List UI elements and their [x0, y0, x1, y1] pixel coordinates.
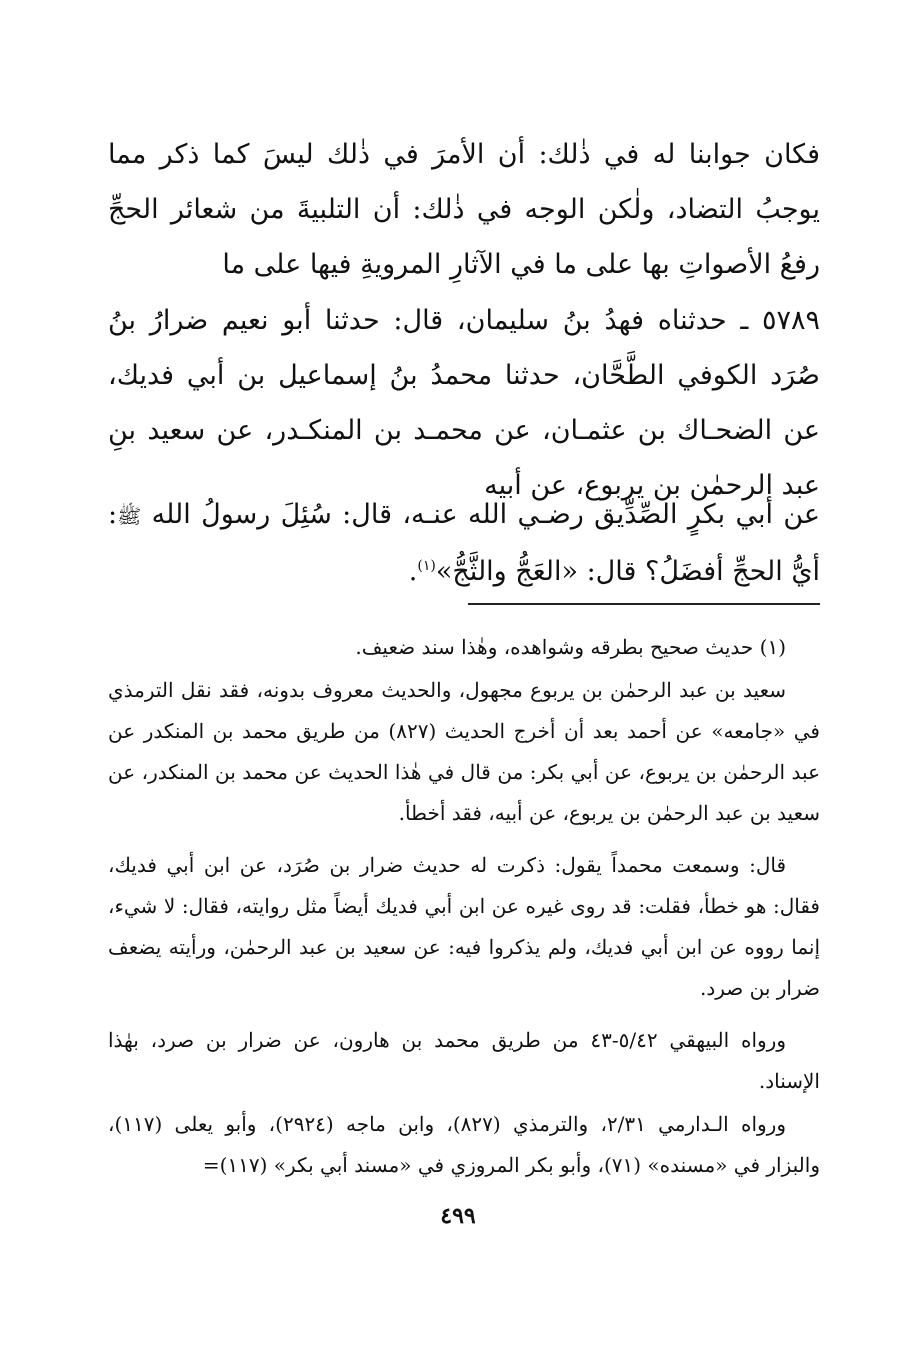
body-paragraph-2 [108, 293, 820, 513]
paragraph-text: فكان جوابنا له في ذٰلك: أن الأمرَ في ذٰلك ليسَ كما ذكر مما يوجبُ التضاد، ولٰكن الوجه في ذٰلك: أن التلبيةَ من شعائر الحجِّ رفعُ الأصواتِ بها على ما في الآثارِ المرويةِ فيها على ما [108, 139, 820, 280]
footnote-2 [108, 670, 820, 834]
footnote-text: قال: وسمعت محمداً يقول: ذكرت له حديث ضرار بن صُرَد، عن ابن أبي فديك، فقال: هو خطأ، فقلت: قد روى غيره عن ابن أبي فديك أيضاً مثل روايته، فقال: لا شيء، إنما رووه عن ابن أبي فديك، ولم يذكروا فيه: عن سعيد بن عبد الرحمٰن، ورأيته يضعف ضرار بن صرد. [108, 853, 820, 1000]
hadith-paragraph [108, 487, 820, 599]
footnote-4 [108, 1020, 820, 1102]
footnote-3 [108, 845, 820, 1009]
page-number: ٤٩٩ [440, 1203, 476, 1229]
hadith-text: عن أبي بكرٍ الصِّدِّيق رضـي الله عنـه، قال: سُئِلَ رسولُ الله [151, 499, 820, 530]
footnote-text: سعيد بن عبد الرحمٰن بن يربوع مجهول، والحديث معروف بدونه، فقد نقل الترمذي في «جامعه» عن أحمد بعد أن أخرج الحديث (٨٢٧) من طريق محمد بن المنكدر عن عبد الرحمٰن بن يربوع، عن أبي بكر: من قال في هٰذا الحديث عن محمد بن المنكدر، عن سعيد بن عبد الرحمٰن بن يربوع، عن أبيه، فقد أخطأ. [108, 678, 820, 825]
footnote-5 [108, 1104, 820, 1186]
hadith-question: : أيُّ الحجِّ أفضَلُ؟ قال: «العَجُّ والثَّجُّ» [108, 499, 820, 587]
footnote-1 [108, 627, 820, 668]
paragraph-text: ٥٧٨٩ ـ حدثناه فهدُ بنُ سليمان، قال: حدثنا أبو نعيم ضرارُ بنُ صُرَد الكوفي الطَّحَّان، حدثنا محمدُ بنُ إسماعيل بن أبي فديك، عن الضحـاك بن عثمـان، عن محمـد بن المنكـدر، عن سعيد بنِ عبد الرحمٰن بن يربوع، عن أبيه [108, 305, 820, 501]
hadith-line [108, 487, 820, 599]
footnote-text: (١) حديث صحيح بطرقه وشواهده، وهٰذا سند ضعيف. [355, 635, 786, 659]
footnote-text: ورواه البيهقي ٥/٤٢-٤٣ من طريق محمد بن هارون، عن ضرار بن صرد، بهٰذا الإسناد. [108, 1028, 820, 1093]
footnote-separator [468, 603, 820, 605]
honorific-glyph: ﷺ [117, 504, 142, 528]
hadith-end: . [408, 556, 418, 587]
body-paragraph-1 [108, 127, 820, 292]
footnote-text: ورواه الـدارمي ٢/٣١، والترمذي (٨٢٧)، وابن ماجه (٢٩٢٤)، وأبو يعلى (١١٧)، والبزار في «مسنده» (٧١)، وأبو بكر المروزي في «مسند أبي بكر» (١١٧)= [108, 1112, 820, 1177]
footnote-marker: (١) [417, 558, 436, 574]
